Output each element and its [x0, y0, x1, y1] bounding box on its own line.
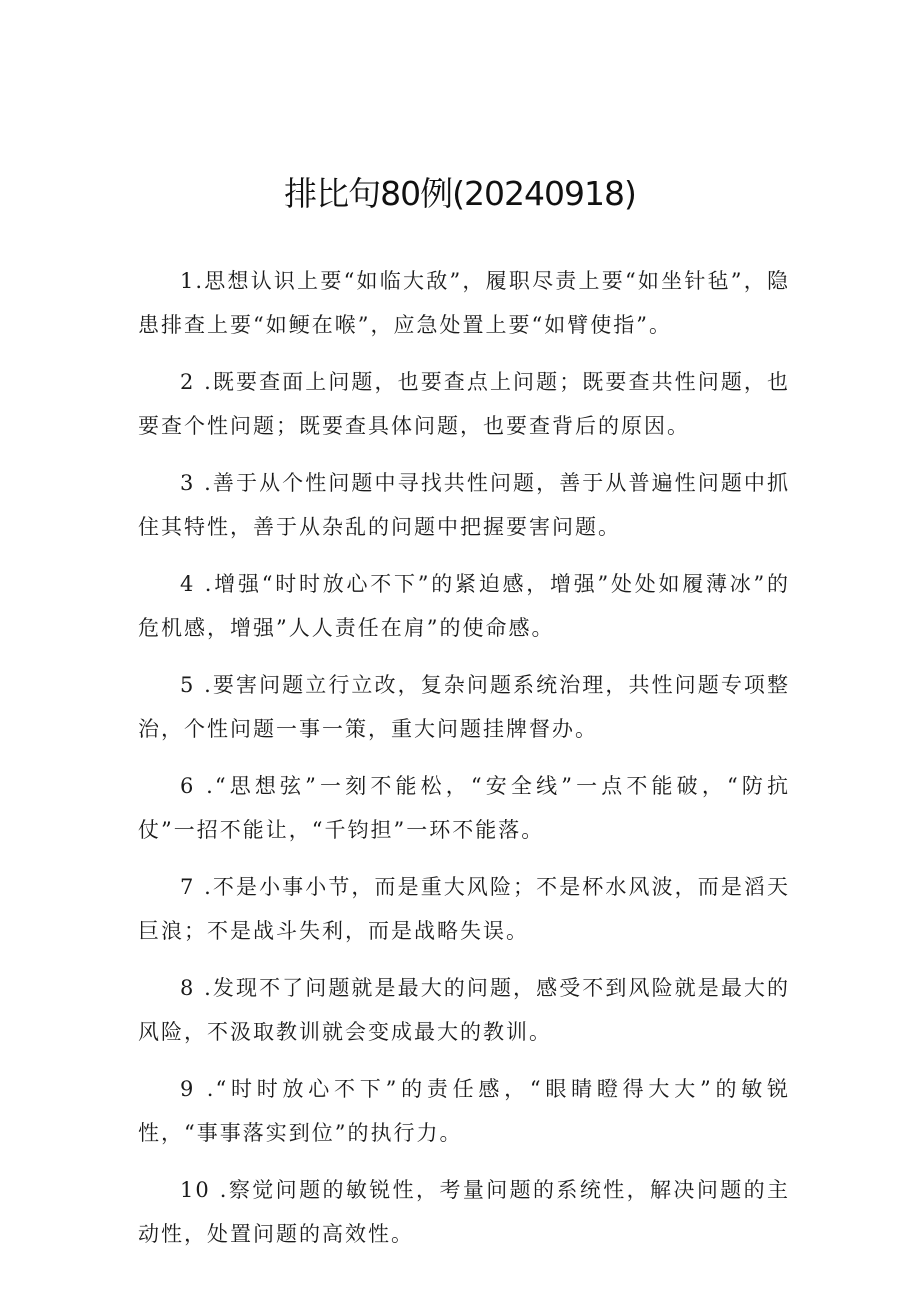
- item-number: 9 .: [180, 1077, 216, 1101]
- list-item-10: [138, 1169, 790, 1256]
- item-number: 2 .: [180, 370, 213, 394]
- item-number: 4 .: [180, 572, 214, 596]
- item-text: 既要查面上问题，也要查点上问题；既要查共性问题，也要查个性问题；既要查具体问题，也要查背后的原因。: [138, 370, 791, 438]
- list-item-6: [138, 765, 790, 852]
- item-text: “思想弦”一刻不能松，“安全线”一点不能破，“防抗仗”一招不能让，“千钧担”一环不能落。: [138, 774, 790, 842]
- item-text: 善于从个性问题中寻找共性问题，善于从普遍性问题中抓住其特性，善于从杂乱的问题中把握要害问题。: [138, 471, 791, 539]
- list-item-1: [138, 260, 790, 347]
- list-item-4: [138, 563, 790, 650]
- item-number: 8 .: [180, 976, 213, 1000]
- item-number: 6 .: [180, 774, 215, 798]
- item-text: 要害问题立行立改，复杂问题系统治理，共性问题专项整治，个性问题一事一策，重大问题挂牌督办。: [138, 673, 791, 741]
- item-text: 不是小事小节，而是重大风险；不是杯水风波，而是滔天巨浪；不是战斗失利，而是战略失误。: [138, 875, 791, 943]
- item-text: 增强“时时放心不下”的紧迫感，增强”处处如履薄冰”的危机感，增强”人人责任在肩”的使命感。: [138, 572, 790, 640]
- item-number: 10 .: [180, 1178, 229, 1202]
- item-text: “时时放心不下”的责任感，“眼睛瞪得大大”的敏锐性，“事事落实到位”的执行力。: [138, 1077, 790, 1145]
- item-text: 察觉问题的敏锐性，考量问题的系统性，解决问题的主动性，处置问题的高效性。: [138, 1178, 791, 1246]
- list-item-5: [138, 664, 790, 751]
- item-text: 发现不了问题就是最大的问题，感受不到风险就是最大的风险，不汲取教训就会变成最大的教训。: [138, 976, 791, 1044]
- item-number: 1.: [180, 269, 205, 293]
- list-item-2: [138, 361, 790, 448]
- item-number: 7 .: [180, 875, 213, 899]
- document-title: 排比句80例(20240918): [284, 174, 636, 213]
- list-item-3: [138, 462, 790, 549]
- list-item-7: [138, 866, 790, 953]
- item-number: 5 .: [180, 673, 213, 697]
- item-number: 3 .: [180, 471, 213, 495]
- list-item-8: [138, 967, 790, 1054]
- list-item-9: [138, 1068, 790, 1155]
- item-text: 思想认识上要“如临大敌”，履职尽责上要“如坐针毡”，隐患排查上要“如鲠在喉”，应急处置上要“如臂使指”。: [138, 269, 790, 337]
- document-body: [138, 260, 790, 1270]
